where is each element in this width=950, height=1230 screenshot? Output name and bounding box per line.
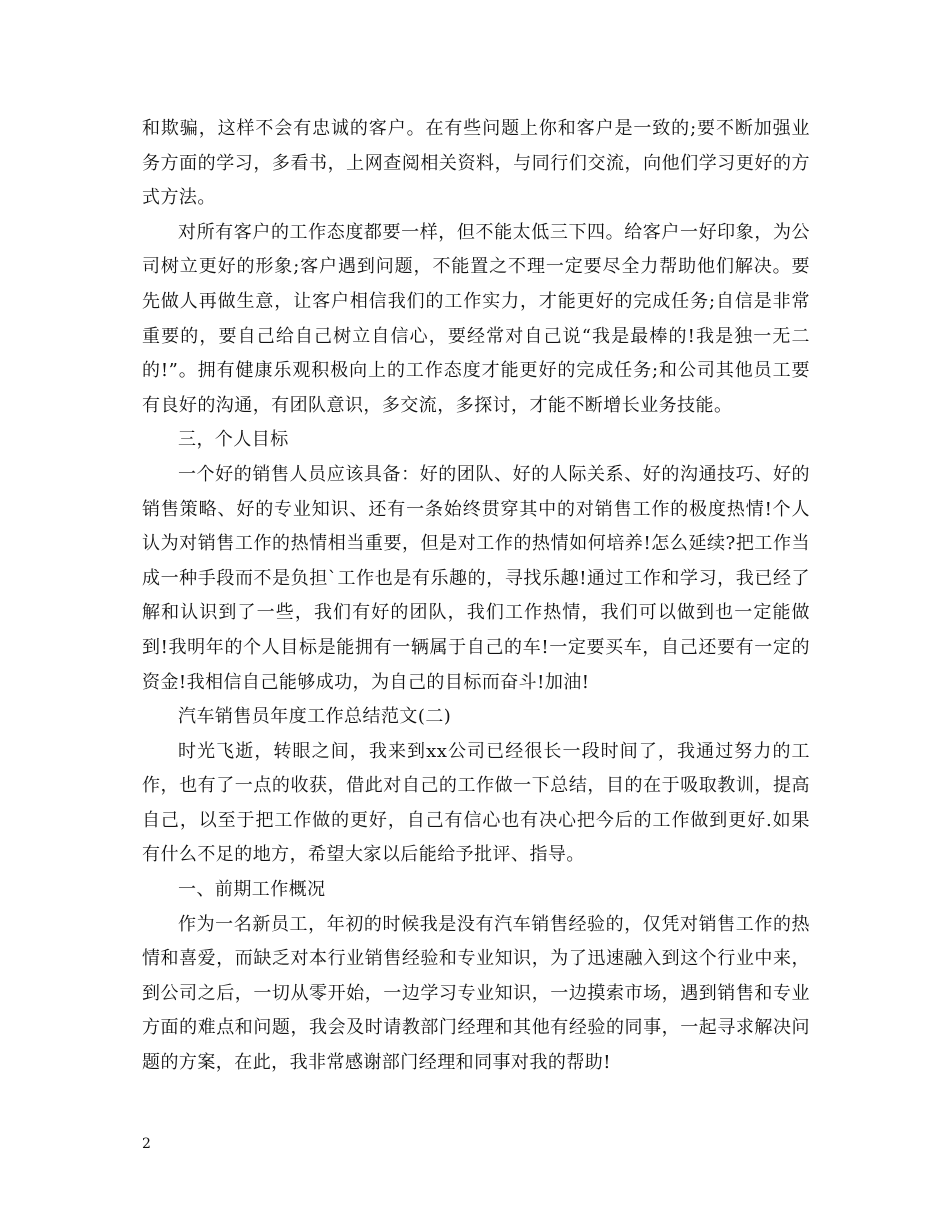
- paragraph-7: 作为一名新员工，年初的时候我是没有汽车销售经验的，仅凭对销售工作的热情和喜爱，而缺乏对本行业销售经验和专业知识，为了迅速融入到这个行业中来，到公司之后，一切从零开始，一边学习专业知识，一边摸索市场，遇到销售和专业方面的难点和问题，我会及时请教部门经理和其他有经验的同事，一起寻求解决问题的方案，在此，我非常感谢部门经理和同事对我的帮助!: [142, 913, 810, 1074]
- section-heading-work-overview: 一、前期工作概况: [178, 879, 326, 901]
- paragraph-3: 一个好的销售人员应该具备：好的团队、好的人际关系、好的沟通技巧、好的销售策略、好的专业知识、还有一条始终贯穿其中的对销售工作的极度热情!个人认为对销售工作的热情相当重要，但是对工作的热情如何培养!怎么延续?把工作当成一种手段而不是负担`工作也是有乐趣的，寻找乐趣!通过工作和学习，我已经了解和认识到了一些，我们有好的团队，我们工作热情，我们可以做到也一定能做到!我明年的个人目标是能拥有一辆属于自己的车!一定要买车，自己还要有一定的资金!我相信自己能够成功，为自己的目标而奋斗!加油!: [142, 463, 810, 693]
- document-body: [142, 112, 810, 1081]
- paragraph-5: 时光飞逝，转眼之间，我来到xx公司已经很长一段时间了，我通过努力的工作，也有了一点的收获，借此对自己的工作做一下总结，目的在于吸取教训，提高自己，以至于把工作做的更好，自己有信心也有决心把今后的工作做到更好.如果有什么不足的地方，希望大家以后能给予批评、指导。: [142, 740, 810, 866]
- article-title-2: 汽车销售员年度工作总结范文(二): [178, 706, 452, 728]
- paragraph-1: 对所有客户的工作态度都要一样，但不能太低三下四。给客户一好印象，为公司树立更好的形象;客户遇到问题，不能置之不理一定要尽全力帮助他们解决。要先做人再做生意，让客户相信我们的工作实力，才能更好的完成任务;自信是非常重要的，要自己给自己树立自信心，要经常对自己说“我是最棒的!我是独一无二的!”。拥有健康乐观积极向上的工作态度才能更好的完成任务;和公司其他员工要有良好的沟通，有团队意识，多交流，多探讨，才能不断增长业务技能。: [142, 221, 810, 416]
- page-number: 2: [142, 1136, 151, 1152]
- paragraph-0: 和欺骗，这样不会有忠诚的客户。在有些问题上你和客户是一致的;要不断加强业务方面的学习，多看书，上网查阅相关资料，与同行们交流，向他们学习更好的方式方法。: [142, 118, 810, 209]
- section-heading-personal-goals: 三，个人目标: [178, 429, 289, 451]
